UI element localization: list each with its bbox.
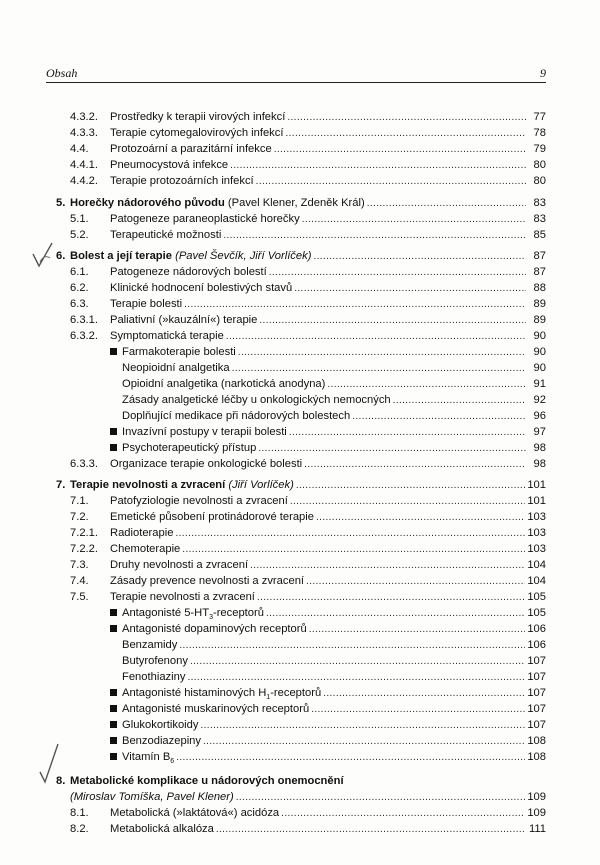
toc-title: Invazívní postupy v terapii bolesti bbox=[122, 426, 287, 438]
chapter-number: 6. bbox=[56, 250, 66, 262]
toc-entry bbox=[70, 265, 546, 279]
dot-leader bbox=[176, 751, 525, 765]
toc-number: 7.1. bbox=[70, 495, 89, 507]
toc-entry bbox=[70, 494, 546, 508]
toc-entry bbox=[70, 806, 546, 820]
toc-page-number: 103 bbox=[527, 543, 546, 555]
dot-leader bbox=[294, 282, 526, 296]
toc-entry bbox=[70, 174, 546, 188]
dot-leader bbox=[302, 213, 526, 227]
header-page-number: 9 bbox=[540, 66, 546, 80]
toc-entry bbox=[70, 110, 546, 124]
toc-page-number: 89 bbox=[533, 298, 546, 310]
toc-title: Psychoterapeutický přístup bbox=[122, 442, 257, 454]
toc-page-number: 90 bbox=[533, 330, 546, 342]
dot-leader bbox=[269, 266, 526, 280]
dot-leader bbox=[238, 346, 526, 360]
chapter-authors: (Jiří Vorlíček) bbox=[225, 479, 294, 491]
toc-page-number: 78 bbox=[533, 127, 546, 139]
header-section-title: Obsah bbox=[46, 66, 78, 80]
toc-entry bbox=[70, 574, 546, 588]
dot-leader bbox=[281, 807, 525, 821]
bullet-square-icon bbox=[110, 348, 117, 355]
toc-chapter bbox=[56, 774, 546, 788]
chapter-number: 8. bbox=[56, 775, 66, 787]
dot-leader bbox=[327, 378, 526, 392]
toc-subentry bbox=[122, 638, 546, 652]
toc-title: Neopioidní analgetika bbox=[122, 362, 230, 374]
chapter-title: Bolest a její terapie bbox=[70, 250, 172, 262]
toc-number: 8.1. bbox=[70, 807, 89, 819]
bullet-square-icon bbox=[110, 705, 117, 712]
toc-number: 7.3. bbox=[70, 559, 89, 571]
bullet-square-icon bbox=[110, 689, 117, 696]
toc-number: 6.3.2. bbox=[70, 330, 98, 342]
dot-leader bbox=[289, 426, 526, 440]
toc-title: Antagonisté muskarinových receptorů bbox=[122, 703, 310, 715]
dot-leader bbox=[367, 197, 526, 211]
dot-leader bbox=[184, 298, 526, 312]
toc-bullet-entry bbox=[110, 345, 546, 359]
dot-leader bbox=[316, 511, 525, 525]
toc-page-number: 83 bbox=[533, 197, 546, 209]
toc-entry bbox=[70, 313, 546, 327]
toc-title: Organizace terapie onkologické bolesti bbox=[110, 458, 303, 470]
bullet-square-icon bbox=[110, 721, 117, 728]
dot-leader bbox=[257, 591, 525, 605]
toc-bullet-entry bbox=[110, 702, 546, 716]
toc-title: Paliativní (»kauzální«) terapie bbox=[110, 314, 258, 326]
toc-bullet-entry bbox=[110, 734, 546, 748]
toc-subentry bbox=[122, 654, 546, 668]
toc-page-number: 104 bbox=[527, 575, 546, 587]
dot-leader bbox=[223, 229, 526, 243]
chapter-title: Horečky nádorového původu bbox=[70, 197, 225, 209]
chapter-title: Metabolické komplikace u nádorových onemocnění bbox=[70, 775, 344, 787]
toc-page-number: 104 bbox=[527, 559, 546, 571]
chapter-number: 7. bbox=[56, 479, 66, 491]
toc-page-number: 101 bbox=[527, 479, 546, 491]
dot-leader bbox=[250, 559, 525, 573]
toc-page-number: 77 bbox=[533, 111, 546, 123]
toc-entry bbox=[70, 558, 546, 572]
toc-title: Druhy nevolnosti a zvracení bbox=[110, 559, 249, 571]
toc-number: 4.4. bbox=[70, 143, 89, 155]
bullet-square-icon bbox=[110, 428, 117, 435]
toc-number: 4.3.2. bbox=[70, 111, 98, 123]
toc-page-number: 109 bbox=[527, 791, 546, 803]
toc-entry bbox=[70, 329, 546, 343]
toc-title: Klinické hodnocení bolestivých stavů bbox=[110, 282, 293, 294]
toc-entry bbox=[70, 126, 546, 140]
toc-bullet-entry bbox=[110, 718, 546, 732]
toc-entry bbox=[70, 590, 546, 604]
toc-subentry bbox=[122, 361, 546, 375]
toc-title: Benzodiazepiny bbox=[122, 735, 201, 747]
dot-leader bbox=[290, 495, 525, 509]
toc-subentry bbox=[122, 409, 546, 423]
toc-title: Antagonisté 5-HT bbox=[122, 607, 210, 619]
toc-number: 5.1. bbox=[70, 213, 89, 225]
toc-bullet-entry bbox=[110, 425, 546, 439]
chapter-title: Terapie nevolnosti a zvracení bbox=[70, 479, 226, 491]
toc-chapter-authors bbox=[56, 790, 546, 804]
dot-leader bbox=[258, 442, 526, 456]
toc-number: 6.1. bbox=[70, 266, 89, 278]
dot-leader bbox=[256, 175, 526, 189]
toc-title: Antagonisté histaminových H bbox=[122, 687, 267, 699]
toc-entry bbox=[70, 212, 546, 226]
toc-number: 4.4.1. bbox=[70, 159, 98, 171]
toc-title: Chemoterapie bbox=[110, 543, 181, 555]
toc-title: Symptomatická terapie bbox=[110, 330, 224, 342]
toc-page-number: 105 bbox=[527, 591, 546, 603]
toc-bullet-entry bbox=[110, 686, 546, 700]
toc-number: 8.2. bbox=[70, 823, 89, 835]
toc-page-number: 80 bbox=[533, 175, 546, 187]
toc-title: Patofyziologie nevolnosti a zvracení bbox=[110, 495, 288, 507]
toc-title: Emetické působení protinádorové terapie bbox=[110, 511, 314, 523]
toc-number: 6.3. bbox=[70, 298, 89, 310]
toc-page-number: 91 bbox=[533, 378, 546, 390]
toc-page-number: 97 bbox=[533, 426, 546, 438]
toc-page-number: 85 bbox=[533, 229, 546, 241]
toc-title: Butyrofenony bbox=[122, 655, 188, 667]
toc-page-number: 89 bbox=[533, 314, 546, 326]
toc-bullet-entry bbox=[110, 622, 546, 636]
toc-page-number: 106 bbox=[527, 639, 546, 651]
toc-number: 7.4. bbox=[70, 575, 89, 587]
dot-leader bbox=[182, 543, 525, 557]
dot-leader bbox=[200, 719, 525, 733]
toc-title: Terapeutické možnosti bbox=[110, 229, 222, 241]
toc-number: 6.2. bbox=[70, 282, 89, 294]
dot-leader bbox=[266, 607, 525, 621]
dot-leader bbox=[323, 687, 525, 701]
toc-entry bbox=[70, 510, 546, 524]
toc-page-number: 109 bbox=[527, 807, 546, 819]
toc-title: Farmakoterapie bolesti bbox=[122, 346, 236, 358]
toc-title: Terapie protozoárních infekcí bbox=[110, 175, 254, 187]
dot-leader bbox=[274, 143, 526, 157]
toc-page-number: 105 bbox=[527, 607, 546, 619]
toc-page-number: 98 bbox=[533, 458, 546, 470]
dot-leader bbox=[311, 703, 525, 717]
toc-entry bbox=[70, 281, 546, 295]
dot-leader bbox=[296, 479, 526, 493]
subscript: 1 bbox=[266, 694, 271, 702]
toc-title: Protozoární a parazitární infekce bbox=[110, 143, 272, 155]
toc-page-number: 98 bbox=[533, 442, 546, 454]
dot-leader bbox=[230, 159, 526, 173]
chapter-number: 5. bbox=[56, 197, 66, 209]
dot-leader bbox=[216, 823, 526, 837]
dot-leader bbox=[236, 791, 526, 805]
toc-number: 4.3.3. bbox=[70, 127, 98, 139]
toc-entry bbox=[70, 822, 546, 836]
toc-bullet-entry bbox=[110, 441, 546, 455]
toc-page-number: 111 bbox=[528, 823, 546, 835]
dot-leader bbox=[304, 458, 526, 472]
bullet-square-icon bbox=[110, 753, 117, 760]
toc-bullet-entry bbox=[110, 750, 546, 764]
handwritten-check-mark-icon bbox=[36, 742, 64, 784]
dot-leader bbox=[306, 575, 525, 589]
toc-page-number: 88 bbox=[533, 282, 546, 294]
toc-page-number: 107 bbox=[527, 719, 546, 731]
toc-title: Metabolická (»laktátová«) acidóza bbox=[110, 807, 280, 819]
dot-leader bbox=[313, 250, 526, 264]
toc-chapter bbox=[56, 196, 546, 210]
toc-number: 7.2.1. bbox=[70, 527, 98, 539]
toc-title: Antagonisté dopaminových receptorů bbox=[122, 623, 307, 635]
toc-page-number: 107 bbox=[527, 655, 546, 667]
toc-entry bbox=[70, 158, 546, 172]
toc-title: Pneumocystová infekce bbox=[110, 159, 229, 171]
chapter-authors: (Pavel Ševčík, Jiří Vorlíček) bbox=[171, 250, 312, 262]
dot-leader bbox=[179, 639, 525, 653]
toc-page-number: 108 bbox=[527, 735, 546, 747]
toc-page-number: 87 bbox=[533, 266, 546, 278]
toc-page-number: 80 bbox=[533, 159, 546, 171]
handwritten-check-mark-icon bbox=[30, 240, 60, 272]
chapter-authors: (Miroslav Tomíška, Pavel Klener) bbox=[70, 791, 234, 803]
toc-title: Zásady prevence nevolnosti a zvracení bbox=[110, 575, 305, 587]
toc-title: Doplňující medikace při nádorových bolestech bbox=[122, 410, 351, 422]
toc-entry bbox=[70, 297, 546, 311]
toc-title: Radioterapie bbox=[110, 527, 174, 539]
subscript: 6 bbox=[170, 758, 175, 766]
toc-page-number: 83 bbox=[533, 213, 546, 225]
toc-page-number: 90 bbox=[533, 346, 546, 358]
dot-leader bbox=[259, 314, 526, 328]
toc-number: 4.4.2. bbox=[70, 175, 98, 187]
toc-entry bbox=[70, 526, 546, 540]
toc-chapter bbox=[56, 478, 546, 492]
bullet-square-icon bbox=[110, 625, 117, 632]
toc-page-number: 101 bbox=[527, 495, 546, 507]
toc-entry bbox=[70, 142, 546, 156]
dot-leader bbox=[352, 410, 526, 424]
toc-number: 6.3.3. bbox=[70, 458, 98, 470]
toc-page-number: 106 bbox=[527, 623, 546, 635]
bullet-square-icon bbox=[110, 444, 117, 451]
dot-leader bbox=[203, 735, 525, 749]
toc-title: Terapie bolesti bbox=[110, 298, 183, 310]
toc-chapter bbox=[56, 249, 546, 263]
dot-leader bbox=[175, 527, 525, 541]
toc-title: Opioidní analgetika (narkotická anodyna) bbox=[122, 378, 326, 390]
toc-page-number: 108 bbox=[527, 751, 546, 763]
toc-subentry bbox=[122, 377, 546, 391]
toc-page-number: 87 bbox=[533, 250, 546, 262]
dot-leader bbox=[309, 623, 526, 637]
dot-leader bbox=[226, 330, 526, 344]
toc-page-number: 103 bbox=[527, 527, 546, 539]
toc-page-number: 96 bbox=[533, 410, 546, 422]
toc-number: 5.2. bbox=[70, 229, 89, 241]
toc-page-number: 103 bbox=[527, 511, 546, 523]
toc-subentry bbox=[122, 393, 546, 407]
toc-number: 7.2.2. bbox=[70, 543, 98, 555]
chapter-authors: (Pavel Klener, Zdeněk Král) bbox=[224, 197, 365, 209]
toc-subentry bbox=[122, 670, 546, 684]
toc-number: 6.3.1. bbox=[70, 314, 98, 326]
toc-entry bbox=[70, 457, 546, 471]
dot-leader bbox=[232, 362, 526, 376]
subscript: 3 bbox=[209, 614, 213, 622]
toc-number: 7.5. bbox=[70, 591, 89, 603]
toc-title: Glukokortikoidy bbox=[122, 719, 199, 731]
dot-leader bbox=[190, 655, 525, 669]
dot-leader bbox=[285, 127, 526, 141]
toc-title: Patogeneze nádorových bolestí bbox=[110, 266, 267, 278]
bullet-square-icon bbox=[110, 737, 117, 744]
toc-title: Zásady analgetické léčby u onkologických nemocných bbox=[122, 394, 391, 406]
toc-title: Vitamín B bbox=[122, 751, 171, 763]
toc-page-number: 107 bbox=[527, 671, 546, 683]
toc-title: Benzamidy bbox=[122, 639, 178, 651]
toc-page-number: 90 bbox=[533, 362, 546, 374]
toc-title-suffix: -receptorů bbox=[270, 687, 322, 699]
toc-page-number: 107 bbox=[527, 703, 546, 715]
toc-title: Metabolická alkalóza bbox=[110, 823, 214, 835]
toc-entry bbox=[70, 228, 546, 242]
bullet-square-icon bbox=[110, 609, 117, 616]
running-header bbox=[46, 66, 546, 82]
toc-page-number: 107 bbox=[527, 687, 546, 699]
dot-leader bbox=[187, 671, 525, 685]
toc-page-number: 79 bbox=[533, 143, 546, 155]
toc-title: Prostředky k terapii virových infekcí bbox=[110, 111, 286, 123]
toc-page-number: 92 bbox=[533, 394, 546, 406]
toc-title: Terapie nevolnosti a zvracení bbox=[110, 591, 255, 603]
dot-leader bbox=[393, 394, 526, 408]
toc-title: Terapie cytomegalovirových infekcí bbox=[110, 127, 284, 139]
toc-bullet-entry bbox=[110, 606, 546, 620]
toc-number: 7.2. bbox=[70, 511, 89, 523]
toc-title: Fenothiaziny bbox=[122, 671, 186, 683]
dot-leader bbox=[287, 111, 526, 125]
toc-title: Patogeneze paraneoplastické horečky bbox=[110, 213, 300, 225]
header-rule bbox=[46, 82, 546, 83]
toc-title-suffix: -receptorů bbox=[212, 607, 264, 619]
toc-entry bbox=[70, 542, 546, 556]
